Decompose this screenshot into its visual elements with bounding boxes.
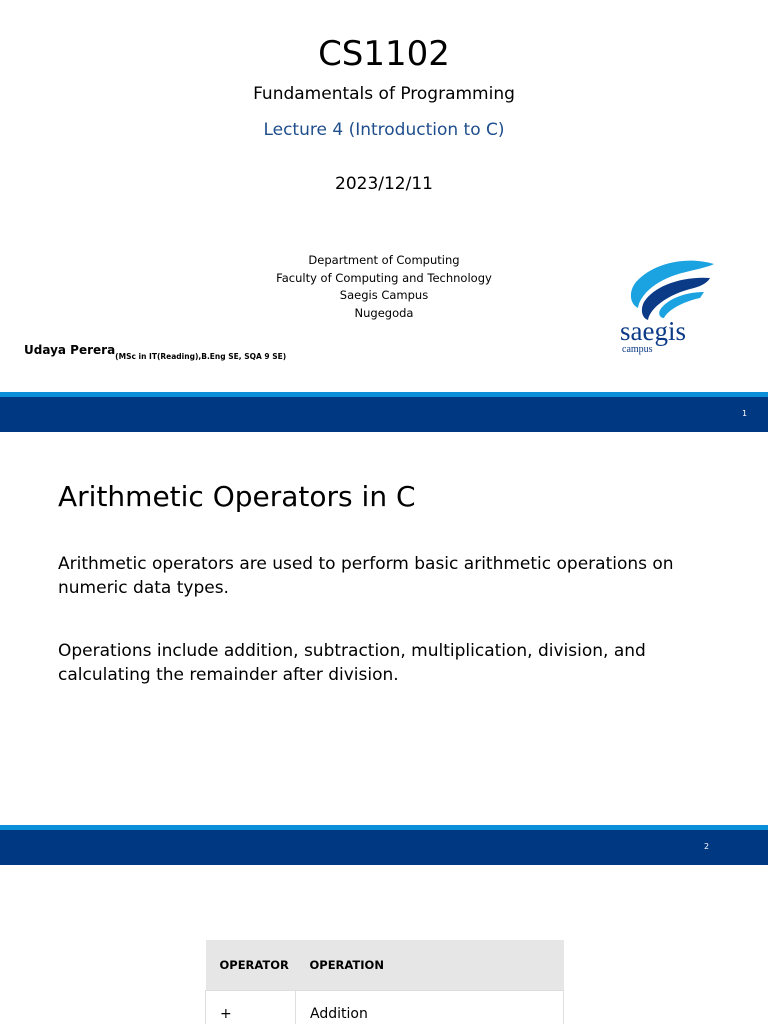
slide-paragraph: Arithmetic operators are used to perform basic arithmetic operations on numeric data types.: [58, 554, 674, 598]
author-name: Udaya Perera: [24, 343, 116, 357]
department-line: Faculty of Computing and Technology: [276, 270, 492, 285]
footer-band: [0, 392, 768, 432]
page-number: 2: [704, 842, 710, 851]
table-cell-operator: +: [206, 990, 296, 1024]
department-line: Department of Computing: [308, 253, 460, 267]
operator-table: [205, 940, 564, 1024]
logo-subtext: campus: [622, 344, 653, 355]
table-row: [206, 990, 564, 1024]
table-header-operator: OPERATOR: [206, 940, 296, 990]
saegis-logo: [610, 252, 722, 360]
table-cell-operation: Addition: [296, 990, 564, 1024]
course-title: Fundamentals of Programming: [253, 84, 515, 104]
content-slide: [0, 432, 768, 865]
footer-band: [0, 825, 768, 865]
author: [24, 343, 287, 361]
table-slide: [0, 865, 768, 1024]
lecture-date: 2023/12/11: [335, 174, 433, 194]
department-line: Saegis Campus: [339, 288, 429, 302]
logo-wordmark: saegis: [620, 316, 686, 346]
title-slide: [0, 0, 768, 432]
footer-accent: [0, 825, 768, 830]
slide-title: Arithmetic Operators in C: [58, 480, 416, 513]
author-credentials: (MSc in IT(Reading),B.Eng SE, SQA 9 SE): [115, 352, 287, 361]
slide-paragraph: Operations include addition, subtraction, multiplication, division, and calculating the remainder after division.: [58, 641, 646, 685]
course-code: CS1102: [318, 34, 450, 74]
page-number: 1: [742, 409, 748, 418]
department-line: Nugegoda: [354, 305, 414, 320]
footer-accent: [0, 392, 768, 397]
table-header-operation: OPERATION: [296, 940, 564, 990]
table-header-row: [206, 940, 564, 990]
lecture-title: Lecture 4 (Introduction to C): [263, 120, 505, 140]
department-block: [234, 252, 534, 322]
